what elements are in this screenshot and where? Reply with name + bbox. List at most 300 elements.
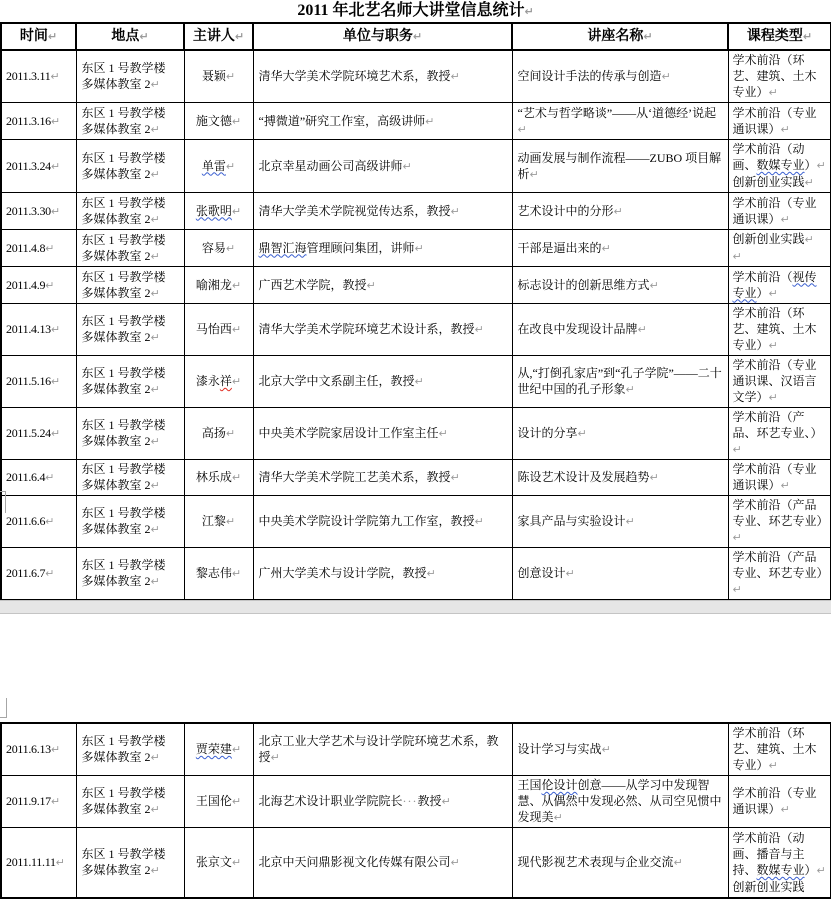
cell-line (6, 203, 76, 220)
paragraph-mark-icon: ↵ (231, 795, 242, 808)
cell-lecture[interactable] (512, 460, 728, 496)
paragraph-mark-icon: ↵ (150, 863, 160, 877)
cell-line (518, 425, 723, 442)
text-run: 管理顾问集团，讲师 (306, 240, 415, 255)
cell-line (259, 469, 507, 486)
cell-speaker[interactable] (184, 193, 253, 230)
cell-date[interactable] (1, 267, 76, 304)
paragraph-mark-icon: ↵ (50, 795, 61, 808)
text-run: 北京大学中文系副主任，教授 (258, 374, 415, 388)
paragraph-mark-icon: ↵ (649, 278, 659, 292)
cell-line (259, 793, 507, 810)
cell-org[interactable] (253, 408, 512, 460)
paragraph-mark-icon: ↵ (50, 70, 60, 83)
text-run: 北京工业大学艺术与设计学院环境艺术系，教授 (258, 734, 499, 764)
spellcheck-text-run: 伦设计 (541, 778, 578, 792)
paragraph-mark-icon: ↵ (553, 811, 563, 824)
cell-speaker[interactable] (184, 776, 253, 828)
table-row (1, 496, 831, 548)
paragraph-mark-icon: ↵ (643, 30, 653, 43)
cell-line (187, 240, 251, 257)
cell-type[interactable] (728, 267, 831, 304)
text-run: 东区 1 号教学楼 (81, 150, 166, 165)
cell-line (259, 565, 507, 582)
paragraph-mark-icon: ↵ (768, 286, 778, 300)
text-run: 多媒体教室 2 (81, 77, 151, 91)
cell-type[interactable] (728, 356, 831, 408)
cell-line (82, 285, 179, 302)
cell-location[interactable] (76, 267, 184, 304)
cell-speaker[interactable] (184, 103, 253, 140)
paragraph-mark-icon: ↵ (768, 391, 778, 404)
cell-line (82, 365, 179, 381)
text-run: 干部是逼出来的 (517, 240, 602, 255)
cell-line (733, 409, 827, 458)
cell-speaker[interactable] (184, 408, 253, 460)
table-row (1, 140, 831, 193)
text-run: 多媒体教室 2 (81, 211, 151, 226)
paragraph-mark-icon: ↵ (270, 751, 280, 764)
column-header-text: 时间 (19, 29, 48, 44)
cell-date[interactable] (1, 140, 76, 193)
paragraph-mark-icon: ↵ (231, 743, 242, 756)
cell-line (6, 565, 76, 582)
text-run: 东区 1 号教学楼 (81, 105, 166, 120)
cell-line (187, 203, 251, 220)
cell-lecture[interactable] (512, 723, 728, 776)
table-row (1, 828, 831, 898)
cell-type[interactable] (728, 230, 831, 267)
cell-line (82, 785, 179, 801)
cell-type[interactable] (728, 103, 831, 140)
cell-type[interactable] (728, 50, 831, 103)
paragraph-mark-icon: ↵ (450, 471, 460, 484)
cell-type[interactable] (728, 140, 831, 193)
cell-line (82, 269, 179, 285)
text-run: 清华大学美术学院环境艺术系，教授 (258, 69, 451, 83)
cell-date[interactable] (1, 548, 76, 601)
text-run: “搏微道”研究工作室，高级讲师 (258, 113, 426, 128)
text-run: 学术前沿（专业通识课） (732, 462, 817, 492)
cell-location[interactable] (76, 548, 184, 601)
text-run: 学术前沿（环艺、建筑、土木专业） (732, 53, 817, 99)
cell-line (6, 425, 76, 442)
cell-line (187, 565, 251, 582)
cell-type[interactable] (728, 460, 831, 496)
cell-lecture[interactable] (512, 496, 728, 548)
cell-line (82, 248, 179, 265)
paragraph-mark-icon: ↵ (225, 70, 236, 83)
column-header-text: 单位与职务 (342, 29, 413, 44)
cell-type[interactable] (728, 776, 831, 828)
cell-line (259, 158, 507, 175)
paragraph-mark-icon: ↵ (517, 122, 527, 136)
cell-location[interactable] (76, 230, 184, 267)
cell-type[interactable] (728, 548, 831, 601)
cell-line (6, 793, 76, 810)
cell-line (259, 240, 507, 257)
spellcheck-text-run: 视传专业 (732, 269, 817, 300)
paragraph-mark-icon: ↵ (231, 278, 242, 292)
space-dots-mark: ··· (402, 794, 418, 808)
text-run: 多媒体教室 2 (81, 248, 151, 263)
text-run: 中央美术学院家居设计工作室主任 (258, 426, 439, 440)
cell-date[interactable] (1, 723, 76, 776)
cell-speaker[interactable] (184, 356, 253, 408)
cell-line (187, 158, 251, 175)
cell-line (733, 269, 827, 302)
cell-line (187, 793, 251, 810)
cell-org[interactable] (253, 356, 512, 408)
document-title[interactable] (0, 0, 831, 22)
text-run: 学术前沿（产品、环艺专业、） (732, 410, 823, 440)
paragraph-mark-icon: ↵ (529, 167, 539, 181)
cell-type[interactable] (728, 193, 831, 230)
paragraph-mark-icon: ↵ (45, 567, 55, 580)
text-boundary-corner-mark-page1 (0, 491, 6, 513)
paragraph-mark-icon: ↵ (50, 743, 61, 756)
paragraph-mark-icon: ↵ (474, 515, 484, 528)
cell-location[interactable] (76, 408, 184, 460)
paragraph-mark-icon: ↵ (150, 803, 160, 816)
text-run: 多媒体教室 2 (81, 382, 151, 396)
text-run: 创新创业实践 (732, 232, 805, 246)
cell-line (733, 305, 827, 354)
cell-speaker[interactable] (184, 140, 253, 193)
cell-date[interactable] (1, 460, 76, 496)
cell-line (82, 461, 179, 477)
cell-org[interactable] (253, 723, 512, 776)
cell-speaker[interactable] (184, 548, 253, 601)
cell-line (6, 469, 76, 486)
cell-line (733, 174, 827, 191)
paragraph-mark-icon: ↵ (150, 435, 160, 448)
text-run: 中央美术学院设计学院第九工作室，教授 (258, 514, 475, 528)
column-header-type[interactable] (728, 23, 831, 50)
spellcheck-text-run: 数媒专业 (756, 158, 805, 172)
paragraph-mark-icon: ↵ (55, 855, 65, 869)
text-run: 北京中天问鼎影视文化传媒有限公司 (258, 854, 451, 869)
spellcheck-text-run: 单雷 (201, 158, 226, 173)
paragraph-mark-icon: ↵ (732, 531, 742, 544)
paragraph-mark-icon: ↵ (225, 241, 236, 255)
paragraph-mark-icon: ↵ (231, 323, 242, 336)
table-row (1, 776, 831, 828)
paragraph-mark-icon: ↵ (412, 30, 423, 43)
spellcheck-text-run: 祥 (219, 374, 232, 388)
cell-lecture[interactable] (512, 304, 728, 356)
cell-line (259, 425, 507, 442)
paragraph-mark-icon: ↵ (426, 567, 436, 580)
paragraph-mark-icon: ↵ (625, 383, 635, 396)
cell-line (187, 513, 251, 530)
cell-line (518, 150, 723, 183)
cell-line (518, 469, 723, 486)
column-header-location[interactable] (76, 23, 184, 50)
cell-location[interactable] (76, 828, 184, 898)
cell-line (82, 801, 179, 818)
paragraph-mark-icon: ↵ (150, 523, 160, 536)
cell-location[interactable] (76, 776, 184, 828)
cell-line (82, 521, 179, 538)
text-run: 2011.5.16 (6, 374, 51, 388)
paragraph-mark-icon: ↵ (402, 159, 412, 173)
text-run: 2011.6.7 (6, 566, 46, 580)
cell-speaker[interactable] (184, 460, 253, 496)
text-run: 学术前沿（动画、 (732, 142, 805, 172)
cell-line (187, 741, 251, 758)
paragraph-mark-icon: ↵ (732, 583, 742, 596)
cell-org[interactable] (253, 193, 512, 230)
cell-location[interactable] (76, 193, 184, 230)
text-run: 学术前沿（专业通识课） (732, 105, 817, 136)
cell-type[interactable] (728, 408, 831, 460)
cell-line (6, 321, 76, 338)
cell-location[interactable] (76, 723, 184, 776)
cell-lecture[interactable] (512, 50, 728, 103)
cell-line (518, 741, 723, 758)
text-run: 多媒体教室 2 (81, 434, 151, 448)
cell-line (82, 211, 179, 228)
cell-speaker[interactable] (184, 267, 253, 304)
cell-lecture[interactable] (512, 103, 728, 140)
text-run: 学术前沿（环艺、建筑、土木专业） (732, 306, 817, 352)
cell-org[interactable] (253, 103, 512, 140)
paragraph-mark-icon: ↵ (732, 250, 742, 263)
cell-line (518, 365, 723, 398)
cell-location[interactable] (76, 50, 184, 103)
text-run: 2011.3.24 (6, 158, 51, 173)
paragraph-mark-icon: ↵ (150, 212, 160, 226)
paragraph-mark-icon: ↵ (601, 241, 611, 255)
cell-line (82, 846, 179, 862)
text-run: 多媒体教室 2 (81, 862, 151, 877)
text-run: 空间设计手法的传承与创造 (517, 69, 662, 83)
cell-line (187, 469, 251, 486)
cell-lecture[interactable] (512, 828, 728, 898)
spellcheck-text-run: 贾荣建 (195, 742, 232, 756)
column-header-text: 讲座名称 (587, 29, 644, 44)
text-run: 东区 1 号教学楼 (81, 269, 166, 284)
text-run: 家具产品与实验设计 (517, 514, 626, 528)
text-run: 动画发展与制作流程——ZUBO 项目解析 (517, 150, 722, 181)
text-run: 2011.11.11 (6, 854, 56, 869)
cell-line (6, 513, 76, 530)
cell-line (518, 565, 723, 582)
cell-line (733, 105, 827, 138)
paragraph-mark-icon: ↵ (649, 471, 659, 484)
cell-location[interactable] (76, 460, 184, 496)
paragraph-mark-icon: ↵ (802, 30, 813, 43)
cell-date[interactable] (1, 776, 76, 828)
cell-line (82, 477, 179, 494)
cell-line (6, 158, 76, 175)
cell-speaker[interactable] (184, 50, 253, 103)
table-row (1, 304, 831, 356)
cell-location[interactable] (76, 140, 184, 193)
paragraph-mark-icon: ↵ (231, 855, 242, 869)
cell-speaker[interactable] (184, 828, 253, 898)
text-run: ） (756, 285, 769, 300)
cell-date[interactable] (1, 50, 76, 103)
paragraph-mark-icon: ↵ (50, 159, 61, 173)
cell-location[interactable] (76, 304, 184, 356)
text-run: 2011.4.8 (6, 240, 46, 255)
cell-date[interactable] (1, 193, 76, 230)
column-header-speaker[interactable] (184, 23, 253, 50)
text-run: 多媒体教室 2 (81, 574, 151, 588)
paragraph-mark-icon: ↵ (637, 323, 647, 336)
paragraph-mark-icon: ↵ (768, 339, 778, 352)
cell-line (518, 854, 723, 871)
paragraph-mark-icon: ↵ (673, 855, 683, 869)
cell-date[interactable] (1, 304, 76, 356)
paragraph-mark-icon: ↵ (816, 159, 826, 172)
cell-line (82, 381, 179, 398)
cell-org[interactable] (253, 140, 512, 193)
cell-lecture[interactable] (512, 140, 728, 193)
paragraph-mark-icon: ↵ (804, 233, 814, 246)
cell-line (187, 854, 251, 871)
cell-location[interactable] (76, 496, 184, 548)
text-run: 聂颖 (201, 69, 226, 83)
cell-line (259, 203, 507, 220)
cell-line (733, 497, 827, 546)
cell-line (82, 573, 179, 590)
cell-org[interactable] (253, 267, 512, 304)
cell-line (82, 166, 179, 183)
cell-date[interactable] (1, 408, 76, 460)
cell-date[interactable] (1, 828, 76, 898)
cell-type[interactable] (728, 496, 831, 548)
text-run: 东区 1 号教学楼 (81, 462, 166, 476)
cell-lecture[interactable] (512, 356, 728, 408)
text-run: 2011.6.6 (6, 514, 46, 528)
cell-line (82, 121, 179, 138)
cell-date[interactable] (1, 230, 76, 267)
cell-speaker[interactable] (184, 723, 253, 776)
cell-line (259, 513, 507, 530)
table-row (1, 408, 831, 460)
text-run: 2011.3.16 (6, 113, 51, 128)
cell-lecture[interactable] (512, 267, 728, 304)
cell-org[interactable] (253, 304, 512, 356)
text-run: 2011.4.9 (6, 277, 46, 292)
text-run: 教授 (417, 794, 442, 808)
cell-line (187, 425, 251, 442)
paragraph-mark-icon: ↵ (804, 176, 814, 189)
paragraph-mark-icon: ↵ (50, 427, 61, 440)
cell-line (518, 777, 723, 826)
paragraph-mark-icon: ↵ (425, 114, 435, 128)
cell-line (518, 68, 723, 85)
cell-speaker[interactable] (184, 230, 253, 267)
text-run: “艺术与哲学略谈”——从‘道德经’说起 (517, 105, 717, 120)
cell-line (518, 513, 723, 530)
paragraph-mark-icon: ↵ (780, 803, 790, 816)
cell-date[interactable] (1, 103, 76, 140)
paragraph-mark-icon: ↵ (577, 427, 587, 440)
cell-line (82, 505, 179, 521)
text-run: 多媒体教室 2 (81, 522, 151, 536)
paragraph-mark-icon: ↵ (625, 515, 635, 528)
cell-org[interactable] (253, 496, 512, 548)
text-run: 林乐成 (195, 470, 232, 484)
paragraph-mark-icon: ↵ (139, 30, 149, 43)
cell-line (82, 733, 179, 749)
cell-line (6, 854, 76, 871)
column-header-org[interactable] (253, 23, 512, 50)
cell-speaker[interactable] (184, 304, 253, 356)
paragraph-mark-icon: ↵ (231, 567, 242, 580)
spellcheck-text-run: 张歌明 (195, 203, 232, 218)
cell-line (82, 105, 179, 121)
cell-lecture[interactable] (512, 193, 728, 230)
cell-type[interactable] (728, 828, 831, 898)
cell-org[interactable] (253, 50, 512, 103)
cell-date[interactable] (1, 356, 76, 408)
paragraph-mark-icon: ↵ (45, 515, 55, 528)
cell-org[interactable] (253, 548, 512, 601)
cell-line (733, 52, 827, 101)
column-header-date[interactable] (1, 23, 76, 50)
cell-org[interactable] (253, 230, 512, 267)
table-row (1, 103, 831, 140)
cell-speaker[interactable] (184, 496, 253, 548)
text-run: 北京幸星动画公司高级讲师 (258, 158, 403, 173)
cell-line (733, 231, 827, 248)
paragraph-mark-icon: ↵ (231, 204, 242, 218)
cell-line (187, 68, 251, 85)
cell-lecture[interactable] (512, 230, 728, 267)
cell-date[interactable] (1, 496, 76, 548)
cell-lecture[interactable] (512, 776, 728, 828)
paragraph-mark-icon: ↵ (366, 278, 376, 292)
text-run: 清华大学美术学院环境艺术设计系，教授 (258, 322, 475, 336)
text-run: 2011.4.13 (6, 322, 51, 336)
cell-location[interactable] (76, 103, 184, 140)
cell-org[interactable] (253, 828, 512, 898)
cell-line (518, 240, 723, 257)
cell-type[interactable] (728, 304, 831, 356)
paragraph-mark-icon: ↵ (150, 167, 160, 181)
cell-line (259, 854, 507, 871)
cell-location[interactable] (76, 356, 184, 408)
cell-line (82, 150, 179, 166)
cell-lecture[interactable] (512, 548, 728, 601)
cell-org[interactable] (253, 776, 512, 828)
text-run: 在改良中发现设计品牌 (517, 322, 638, 336)
paragraph-mark-icon: ↵ (450, 204, 460, 218)
paragraph-mark-icon: ↵ (45, 278, 55, 292)
column-header-lecture[interactable] (512, 23, 728, 50)
paragraph-mark-icon: ↵ (613, 204, 623, 218)
text-run: 学术前沿（环艺、建筑、土木专业） (732, 726, 817, 772)
cell-line (259, 733, 507, 766)
text-run: 多媒体教室 2 (81, 285, 151, 300)
cell-type[interactable] (728, 723, 831, 776)
cell-line (82, 232, 179, 248)
cell-lecture[interactable] (512, 408, 728, 460)
table-row (1, 356, 831, 408)
cell-org[interactable] (253, 460, 512, 496)
text-run: 学术前沿（专业通识课、汉语言文学） (732, 358, 817, 404)
text-run: 多媒体教室 2 (81, 750, 151, 764)
cell-line (259, 373, 507, 390)
text-run: 东区 1 号教学楼 (81, 418, 166, 432)
text-run: 艺术设计中的分形 (517, 203, 614, 218)
text-run: 江黎 (201, 514, 226, 528)
